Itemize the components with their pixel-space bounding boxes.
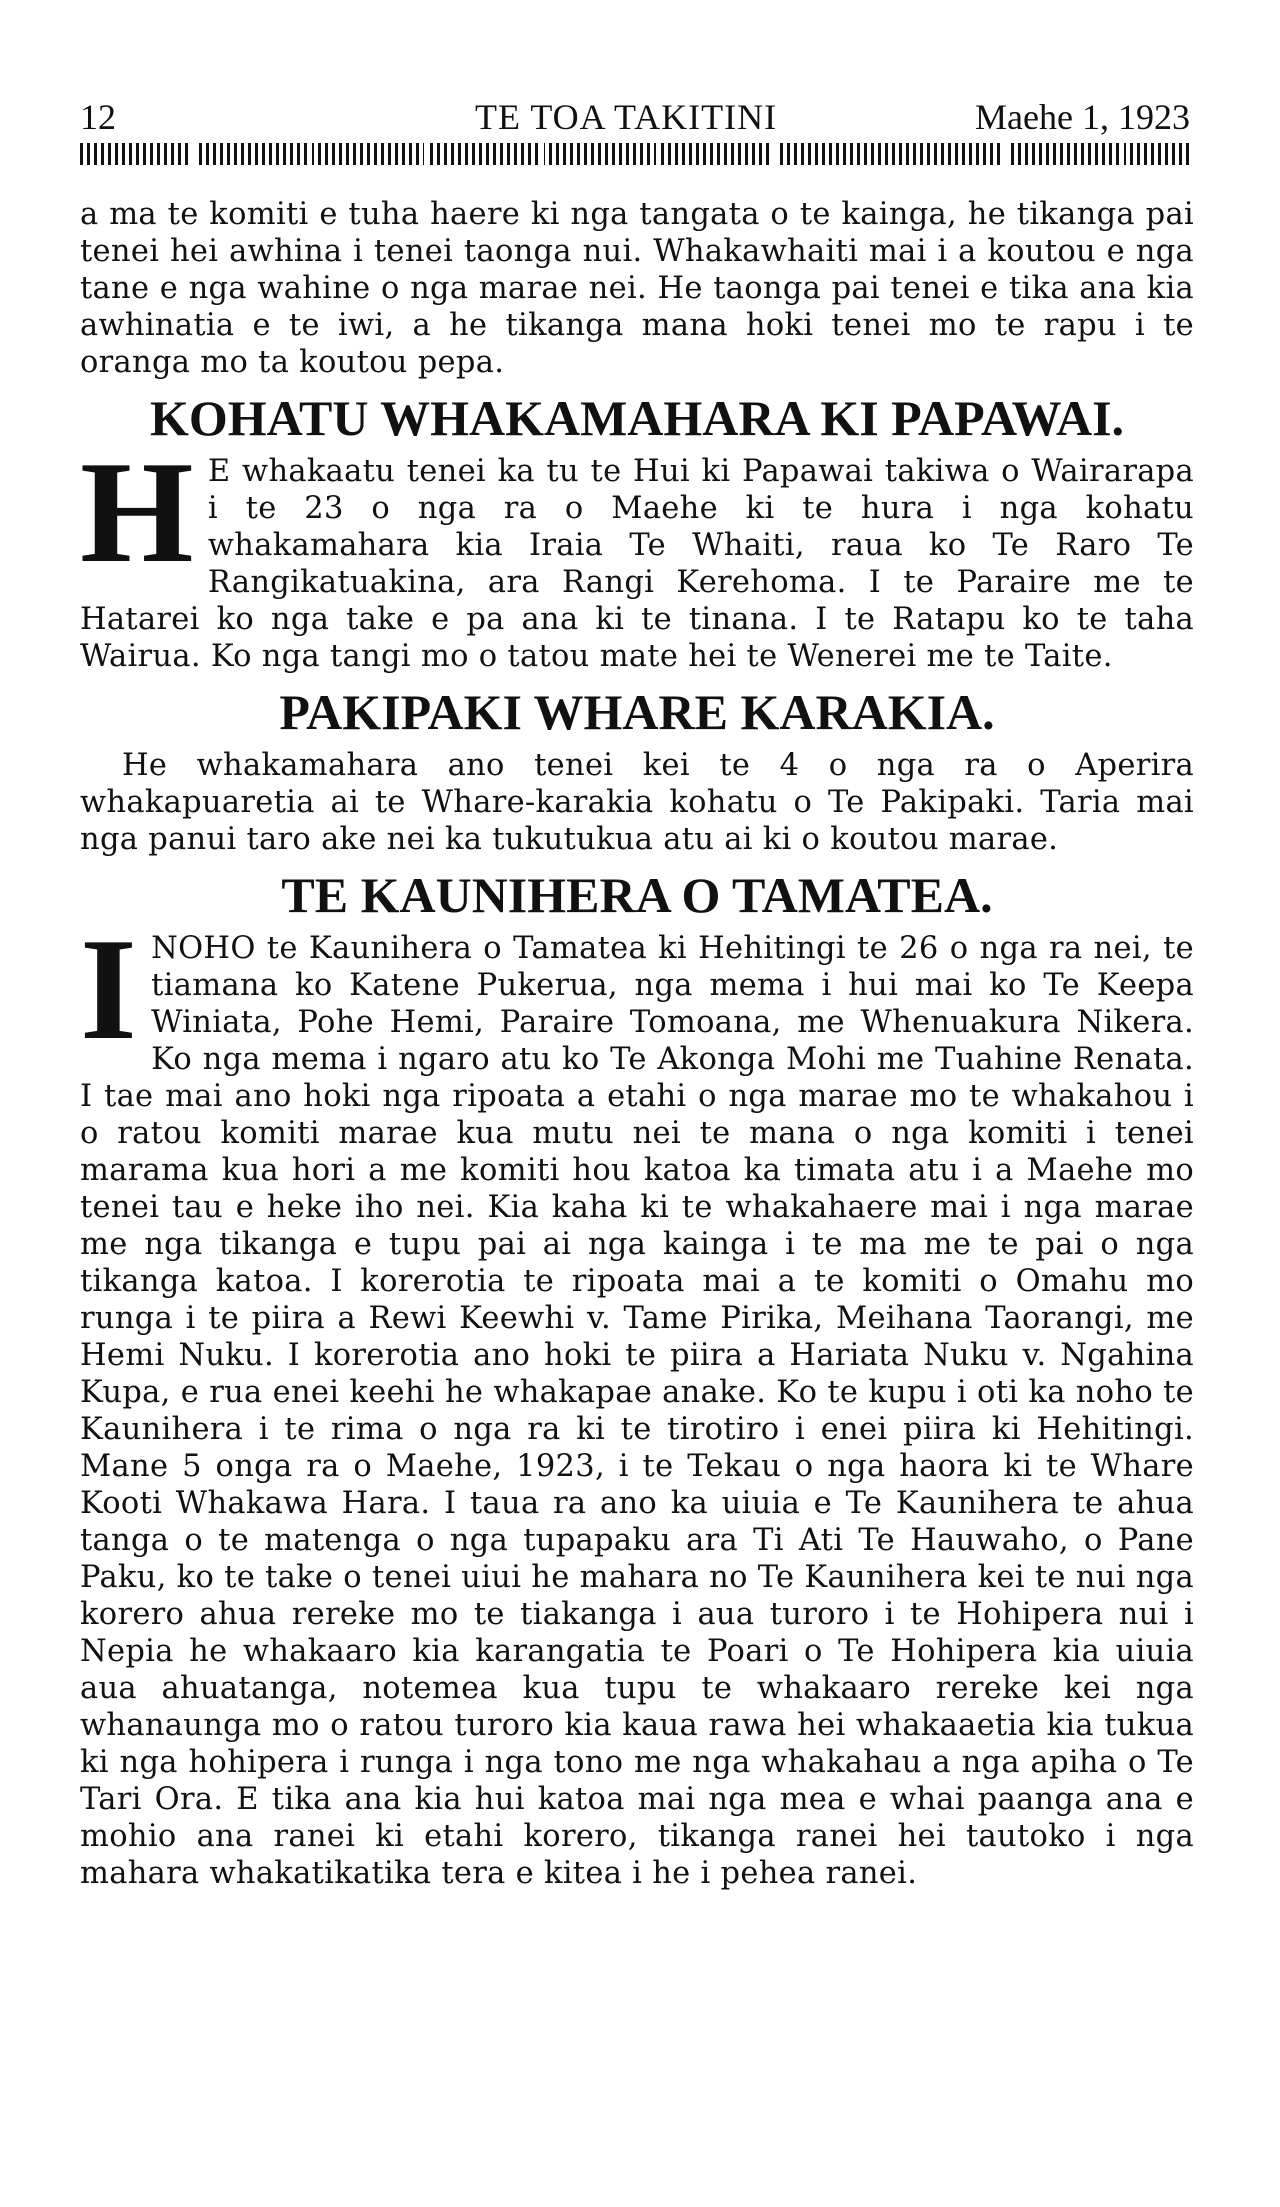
paragraph-text: E whakaatu tenei ka tu te Hui ki Papawai takiwa o Wairarapa i te 23 o nga ra o Maehe ki te hura i nga kohatu whakamahara kia Iraia Te Whaiti, raua ko Te Raro Te Rangikatuakina, ara Rangi Kerehoma. I te Paraire me te Hatarei ko nga take e pa ana ki te tinana. I te Ratapu ko te taha Wairua. Ko nga tangi mo o tatou mate hei te Wenerei me te Taite. <box>80 454 1194 674</box>
section-paragraph-pakipaki: He whakamahara ano tenei kei te 4 o nga ra o Aperira whakapuaretia ai te Whare-karakia kohatu o Te Pakipaki. Taria mai nga panui taro ake nei ka tukutukua atu ai ki o koutou marae. <box>80 748 1194 857</box>
section-heading-tamatea: TE KAUNIHERA O TAMATEA. <box>281 867 993 923</box>
intro-paragraph: a ma te komiti e tuha haere ki nga tangata o te kainga, he tikanga pai tenei hei awhina i tenei taonga nui. Whakawhaiti mai i a koutou e nga tane e nga wahine o nga marae nei. He taonga pai tenei e tika ana kia awhinatia e te iwi, a he tikanga mana hoki tenei mo te rapu i te oranga mo ta koutou pepa. <box>80 197 1194 380</box>
article-body <box>80 196 1194 1892</box>
publication-title: TE TOA TAKITINI <box>475 97 778 137</box>
section-paragraph-tamatea <box>80 908 1194 1892</box>
paragraph-text: NOHO te Kaunihera o Tamatea ki Hehitingi te 26 o nga ra nei, te tiamana ko Katene Pukerua, nga mema i hui mai ko Te Keepa Winiata, Pohe Hemi, Paraire Tomoana, me Whenuakura Nikera. Ko nga mema i ngaro atu ko Te Akonga Mohi me Tuahine Renata. I tae mai ano hoki nga ripoata a etahi o nga marae mo te whakahou i o ratou komiti marae kua mutu nei te mana o nga komiti i tenei marama kua hori a me komiti hou katoa ka timata atu i a Maehe mo tenei tau e heke iho nei. Kia kaha ki te whakahaere mai i nga marae me nga tikanga e tupu pai ai nga kainga i te ma me te pai o nga tikanga katoa. I korerotia te ripoata mai a te komiti o Omahu mo runga i te piira a Rewi Keewhi v. Tame Pirika, Meihana Taorangi, me Hemi Nuku. I korerotia ano hoki te piira a Hariata Nuku v. Ngahina Kupa, e rua enei keehi he whakapae anake. Ko te kupu i oti ka noho te Kaunihera i te rima o nga ra ki te tirotiro i enei piira ki Hehitingi. Mane 5 onga ra o Maehe, 1923, i te Tekau o nga haora ki te Whare Kooti Whakawa Hara. I taua ra ano ka uiuia e Te Kaunihera te ahua tanga o te matenga o nga tupapaku ara Ti Ati Te Hauwaho, o Pane Paku, ko te take o tenei uiui he mahara no Te Kaunihera kei te nui nga korero ahua rereke mo te tiakanga i aua turoro i te Hohipera nui i Nepia he whakaaro kia karangatia te Poari o Te Hohipera kia uiuia aua ahuatanga, notemea kua tupu te whakaaro rereke kei nga whanaunga mo o ratou turoro kia kaua rawa hei whakaaetia kia tukua ki nga hohipera i runga i nga tono me nga whakahau a nga apiha o Te Tari Ora. E tika ana kia hui katoa mai nga mea e whai paanga ana e mohio ana ranei ki etahi korero, tikanga ranei hei tautoko i nga mahara whakatikatika tera e kitea i he i pehea ranei. <box>80 931 1194 1891</box>
drop-cap: H <box>80 431 194 593</box>
section-heading-papawai: KOHATU WHAKAMAHARA KI PAPAWAI. <box>149 390 1125 446</box>
page-header <box>80 92 1190 142</box>
section-paragraph-papawai <box>80 431 1194 675</box>
section-heading-pakipaki: PAKIPAKI WHARE KARAKIA. <box>279 684 995 740</box>
decorative-rule <box>80 143 1190 165</box>
drop-cap: I <box>80 908 138 1070</box>
page-number: 12 <box>80 97 116 137</box>
issue-date: Maehe 1, 1923 <box>975 97 1190 137</box>
